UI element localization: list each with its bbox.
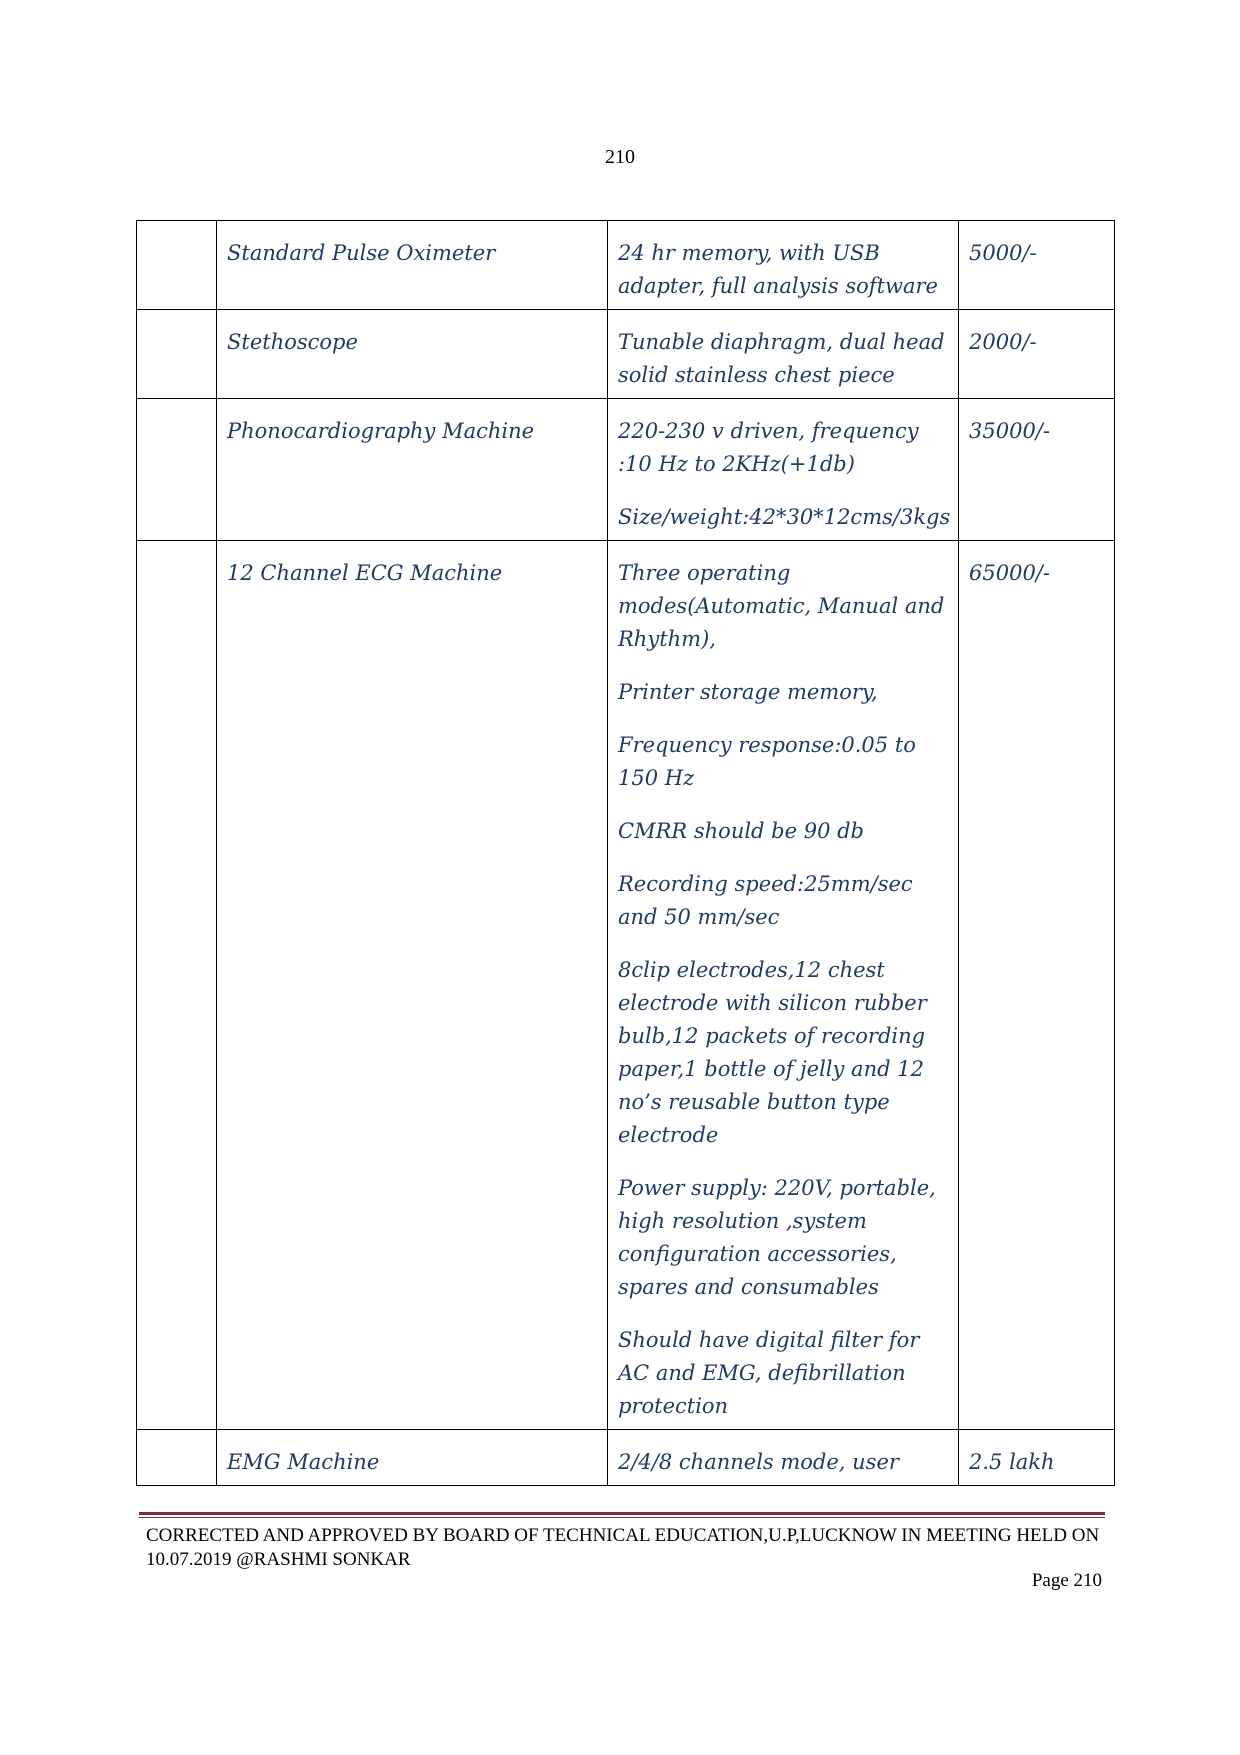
equipment-name: Standard Pulse Oximeter xyxy=(217,221,608,310)
spec-line: Recording speed:25mm/sec and 50 mm/sec xyxy=(618,872,913,929)
serial-cell xyxy=(137,310,217,399)
spec-line: Printer storage memory, xyxy=(618,680,878,704)
spec-line: 2/4/8 channels mode, user xyxy=(618,1450,899,1474)
spec-line: Tunable diaphragm, dual head solid stainless chest piece xyxy=(618,330,945,387)
spec-line: Power supply: 220V, portable, high resolution ,system configuration accessories, spares and consumables xyxy=(618,1176,936,1299)
table-row-stethoscope xyxy=(137,310,1115,399)
footer-page-number: Page 210 xyxy=(1031,1570,1102,1591)
equipment-name: Phonocardiography Machine xyxy=(217,399,608,541)
table-row-phonocardiography xyxy=(137,399,1115,541)
specification-cell xyxy=(608,1430,959,1486)
table-row-pulse-oximeter xyxy=(137,221,1115,310)
price-cell: 5000/- xyxy=(959,221,1115,310)
spec-line: 220-230 v driven, frequency :10 Hz to 2KHz(+1db) xyxy=(618,419,919,476)
serial-cell xyxy=(137,1430,217,1486)
specification-cell xyxy=(608,221,959,310)
equipment-table xyxy=(136,220,1115,1486)
spec-line: 8clip electrodes,12 chest electrode with silicon rubber bulb,12 packets of recording paper,1 bottle of jelly and 12 no’s reusable button type electrode xyxy=(618,958,927,1147)
table-row-ecg-machine xyxy=(137,541,1115,1430)
footer-approval-text: CORRECTED AND APPROVED BY BOARD OF TECHNICAL EDUCATION,U.P,LUCKNOW IN MEETING HELD ON 10.07.2019 @RASHMI SONKAR xyxy=(146,1525,1100,1570)
table-row-emg-machine xyxy=(137,1430,1115,1486)
spec-line: Three operating modes(Automatic, Manual and Rhythm), xyxy=(618,561,945,651)
spec-line: 24 hr memory, with USB adapter, full analysis software xyxy=(618,241,938,298)
spec-line: Size/weight:42*30*12cms/3kgs xyxy=(618,505,951,529)
spec-line: CMRR should be 90 db xyxy=(618,819,865,843)
footer-divider-thin xyxy=(139,1517,1105,1518)
price-cell: 2.5 lakh xyxy=(959,1430,1115,1486)
serial-cell xyxy=(137,541,217,1430)
equipment-name: EMG Machine xyxy=(217,1430,608,1486)
footer-divider xyxy=(139,1512,1105,1515)
serial-cell xyxy=(137,221,217,310)
equipment-name: Stethoscope xyxy=(217,310,608,399)
price-cell: 65000/- xyxy=(959,541,1115,1430)
specification-cell xyxy=(608,399,959,541)
equipment-name: 12 Channel ECG Machine xyxy=(217,541,608,1430)
page-number-top: 210 xyxy=(605,146,635,168)
price-cell: 2000/- xyxy=(959,310,1115,399)
price-cell: 35000/- xyxy=(959,399,1115,541)
serial-cell xyxy=(137,399,217,541)
specification-cell xyxy=(608,541,959,1430)
spec-line: Should have digital filter for AC and EMG, defibrillation protection xyxy=(618,1328,920,1418)
specification-cell xyxy=(608,310,959,399)
spec-line: Frequency response:0.05 to 150 Hz xyxy=(618,733,916,790)
